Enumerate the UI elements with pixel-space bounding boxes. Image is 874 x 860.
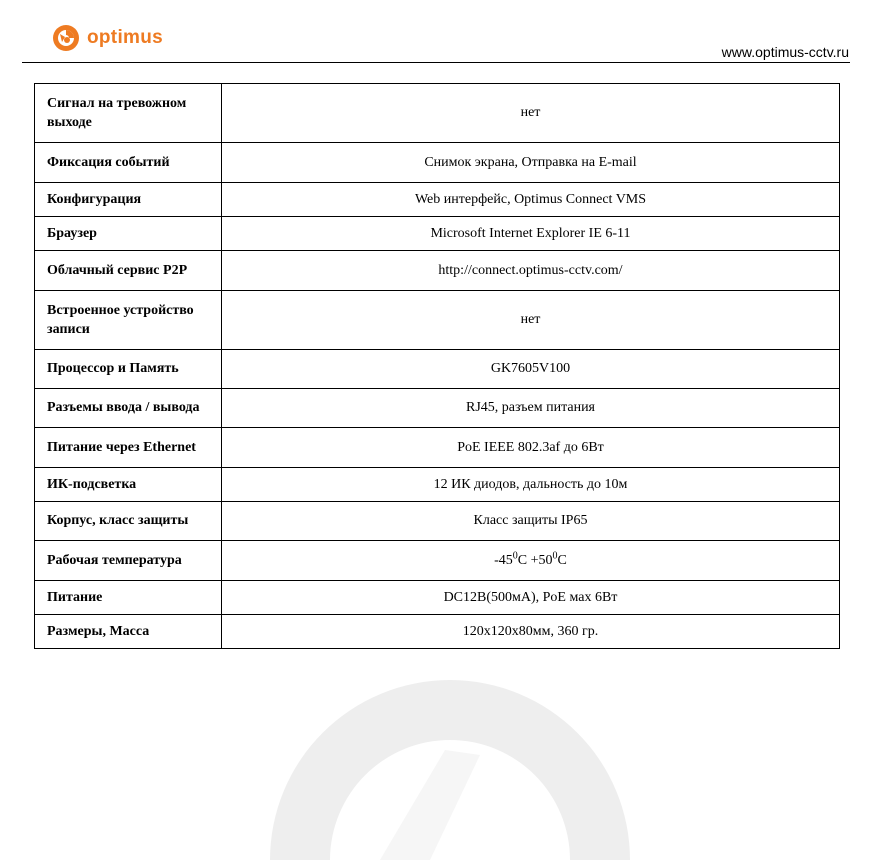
spec-label: Облачный сервис P2P (35, 251, 222, 291)
spec-value: 120х120х80мм, 360 гр. (222, 615, 840, 649)
temp-unit: C (557, 552, 567, 568)
spec-label: Корпус, класс защиты (35, 502, 222, 541)
spec-value: RJ45, разъем питания (222, 389, 840, 428)
spec-value-temperature (222, 541, 840, 581)
brand-name: optimus (87, 27, 163, 48)
table-row (35, 251, 840, 291)
spec-value: Microsoft Internet Explorer IE 6-11 (222, 217, 840, 251)
spec-value: GK7605V100 (222, 350, 840, 389)
spec-value: Класс защиты IP65 (222, 502, 840, 541)
spec-label: Размеры, Масса (35, 615, 222, 649)
spec-label: Рабочая температура (35, 541, 222, 581)
spec-value: PoE IEEE 802.3af до 6Вт (222, 428, 840, 468)
page-header (0, 0, 874, 64)
temp-unit: C (517, 552, 528, 568)
table-row (35, 291, 840, 350)
spec-value: Web интерфейс, Optimus Connect VMS (222, 183, 840, 217)
table-row (35, 428, 840, 468)
spec-value: DC12В(500мА), PoE мах 6Вт (222, 581, 840, 615)
table-row (35, 84, 840, 143)
spec-value: нет (222, 291, 840, 350)
spec-label: Питание через Ethernet (35, 428, 222, 468)
table-row (35, 502, 840, 541)
table-row (35, 615, 840, 649)
table-row (35, 350, 840, 389)
spec-label: Питание (35, 581, 222, 615)
spec-label: Встроенное устройство записи (35, 291, 222, 350)
spec-label: Разъемы ввода / вывода (35, 389, 222, 428)
site-url[interactable]: www.optimus-cctv.ru (721, 44, 849, 60)
table-row (35, 217, 840, 251)
spec-label: ИК-подсветка (35, 468, 222, 502)
optimus-logo-icon (52, 24, 80, 52)
header-divider (22, 62, 850, 63)
spec-label: Сигнал на тревожном выходе (35, 84, 222, 143)
temp-max: +50 (530, 552, 553, 568)
table-row (35, 183, 840, 217)
spec-label: Конфигурация (35, 183, 222, 217)
table-row (35, 581, 840, 615)
spec-value: http://connect.optimus-cctv.com/ (222, 251, 840, 291)
table-row (35, 541, 840, 581)
brand-logo[interactable] (52, 24, 163, 52)
spec-label: Процессор и Память (35, 350, 222, 389)
degree-symbol: 0 (512, 550, 518, 562)
spec-value: 12 ИК диодов, дальность до 10м (222, 468, 840, 502)
table-row (35, 389, 840, 428)
spec-value: нет (222, 84, 840, 143)
spec-label: Фиксация событий (35, 143, 222, 183)
spec-label: Браузер (35, 217, 222, 251)
table-row (35, 468, 840, 502)
temp-min: -45 (494, 552, 513, 568)
specs-table (34, 83, 840, 649)
degree-symbol: 0 (552, 550, 558, 562)
table-row (35, 143, 840, 183)
spec-value: Снимок экрана, Отправка на E-mail (222, 143, 840, 183)
